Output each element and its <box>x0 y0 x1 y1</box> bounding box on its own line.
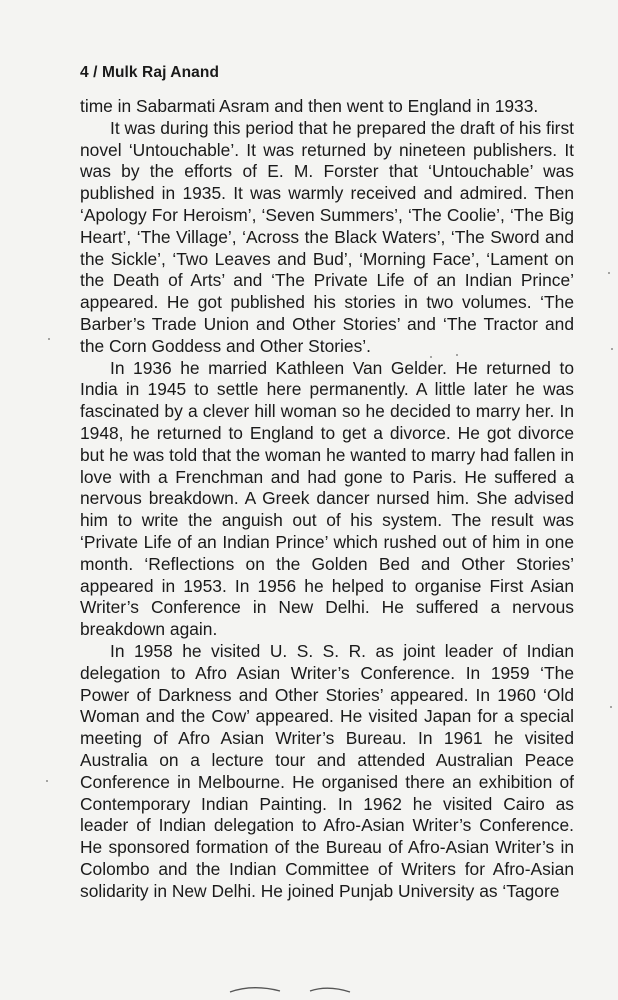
paragraph-continuation: time in Sabarmati Asram and then went to England in 1933. <box>80 96 539 116</box>
paragraph-travels: In 1958 he visited U. S. S. R. as joint leader of Indian delegation to Afro Asian Writer’s Conference. In 1959 ‘The Power of Darkness and Other Stories’ appeared. In 1960 ‘Old Woman and the Cow’ appeared. He visited Japan for a special meeting of Afro Asian Writer’s Bureau. In 1961 he visited Australia on a lecture tour and attended Australian Peace Conference in Melbourne. He organised there an exhibition of Contemporary Indian Painting. In 1962 he visited Cairo as leader of Indian delegation to Afro-Asian Writer’s Conference. He sponsored formation of the Bureau of Afro-Asian Writer’s in Colombo and the Indian Committee of Writers for Afro-Asian solidarity in New Delhi. He joined Punjab University as ‘Tagore <box>80 640 574 901</box>
scan-speck <box>611 348 613 350</box>
bottom-smudge <box>228 982 358 994</box>
scan-speck <box>46 780 48 782</box>
body-text <box>80 96 574 902</box>
scan-speck <box>430 356 432 358</box>
scan-speck <box>456 354 458 356</box>
scan-speck <box>48 338 50 340</box>
scan-speck <box>610 706 612 708</box>
paragraph-marriage: In 1936 he married Kathleen Van Gelder. He returned to India in 1945 to settle here permanently. A little later he was fascinated by a clever hill woman so he decided to marry her. In 1948, he returned to England to get a divorce. He got divorce but he was told that the woman he wanted to marry had fallen in love with a Frenchman and had gone to Paris. He suffered a nervous breakdown. A Greek dancer nursed him. She advised him to write the anguish out of his system. The result was ‘Private Life of an Indian Prince’ which rushed out of him in one month. ‘Reflections on the Golden Bed and Other Stories’ appeared in 1953. In 1956 he helped to organise First Asian Writer’s Conference in New Delhi. He suffered a nervous breakdown again. <box>80 357 574 640</box>
paragraph-untouchable: It was during this period that he prepared the draft of his first novel ‘Untouchable’. It was returned by nineteen publishers. It was by the efforts of E. M. Forster that ‘Untouchable’ was published in 1935. It was warmly received and admired. Then ‘Apology For Heroism’, ‘Seven Summers’, ‘The Coolie’, ‘The Big Heart’, ‘The Village’, ‘Across the Black Waters’, ‘The Sword and the Sickle’, ‘Two Leaves and Bud’, ‘Morning Face’, ‘Lament on the Death of Arts’ and ‘The Private Life of an Indian Prince’ appeared. He got published his stories in two volumes. ‘The Barber’s Trade Union and Other Stories’ and ‘The Tractor and the Corn Goddess and Other Stories’. <box>80 117 575 356</box>
running-head: 4 / Mulk Raj Anand <box>80 64 220 81</box>
scan-speck <box>608 272 610 274</box>
